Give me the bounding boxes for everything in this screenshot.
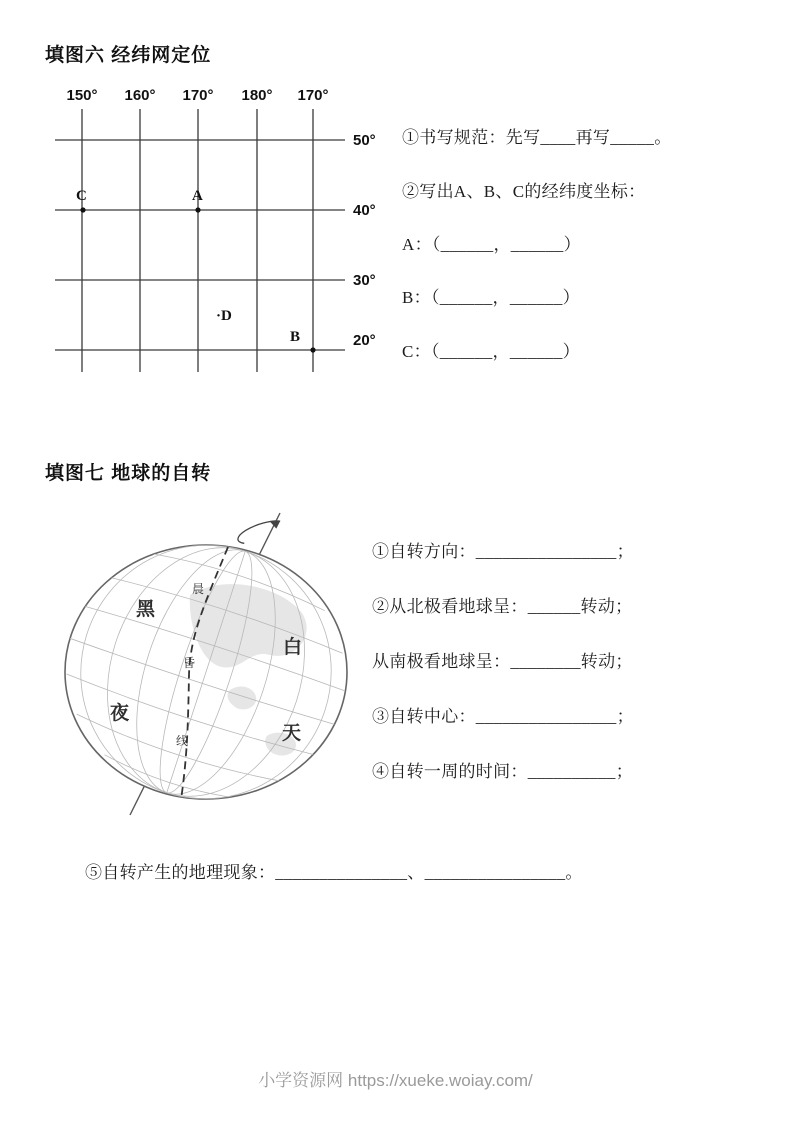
terminator-char-hun: 昏 [183, 656, 196, 670]
grid-lines [55, 109, 345, 372]
lon-label: 170° [182, 87, 214, 104]
question-coordinates: ②写出A、B、C的经纬度坐标： [402, 182, 646, 201]
lon-label: 180° [241, 87, 273, 104]
answer-line-c: C：（______，______） [402, 342, 580, 361]
point-a-label: A [192, 188, 203, 204]
answer-line-b: B：（______，______） [402, 288, 580, 307]
point-c-dot [80, 207, 85, 212]
point-c-label: C [76, 188, 87, 204]
question-rotation-direction: ①自转方向：________________； [372, 542, 634, 561]
question-north-pole-view: ②从北极看地球呈：______转动； [372, 597, 633, 616]
longitude-labels [66, 87, 328, 104]
earth-rotation-diagram [40, 495, 380, 840]
terminator-char-xian: 线 [176, 734, 189, 748]
question-rotation-center: ③自转中心：________________； [372, 707, 634, 726]
section7-title: 填图七 地球的自转 [45, 463, 212, 484]
rotation-arrow [235, 518, 283, 545]
day-label-bai: 白 [283, 637, 303, 658]
question-rotation-phenomena: ⑤自转产生的地理现象：_______________、________________。 [85, 863, 583, 882]
answer-line-a: A：（______，______） [402, 235, 581, 254]
night-label-ye: 夜 [110, 703, 130, 724]
lat-label: 50° [353, 132, 376, 149]
lat-label: 40° [353, 202, 376, 219]
lon-label: 170° [297, 87, 329, 104]
point-b-label: B [290, 329, 301, 345]
point-d-label: ·D [216, 308, 232, 324]
day-label-tian: 天 [282, 723, 302, 744]
night-label-hei: 黑 [136, 599, 156, 620]
latitude-labels [353, 132, 376, 349]
point-b-dot [310, 347, 315, 352]
question-south-pole-view: 从南极看地球呈：________转动； [372, 652, 633, 671]
terminator-char-chen: 晨 [192, 582, 205, 596]
grid-points [76, 188, 316, 353]
question-rotation-period: ④自转一周的时间：__________； [372, 762, 633, 781]
question-writing-rule: ①书写规范：先写____再写_____。 [402, 128, 672, 147]
lon-label: 160° [124, 87, 156, 104]
lat-label: 30° [353, 272, 376, 289]
lat-label: 20° [353, 332, 376, 349]
site-watermark: 小学资源网 https://xueke.woiay.com/ [258, 1071, 533, 1090]
latlon-grid-diagram [40, 82, 440, 392]
lon-label: 150° [66, 87, 98, 104]
point-a-dot [195, 207, 200, 212]
section6-title: 填图六 经纬网定位 [45, 45, 212, 66]
